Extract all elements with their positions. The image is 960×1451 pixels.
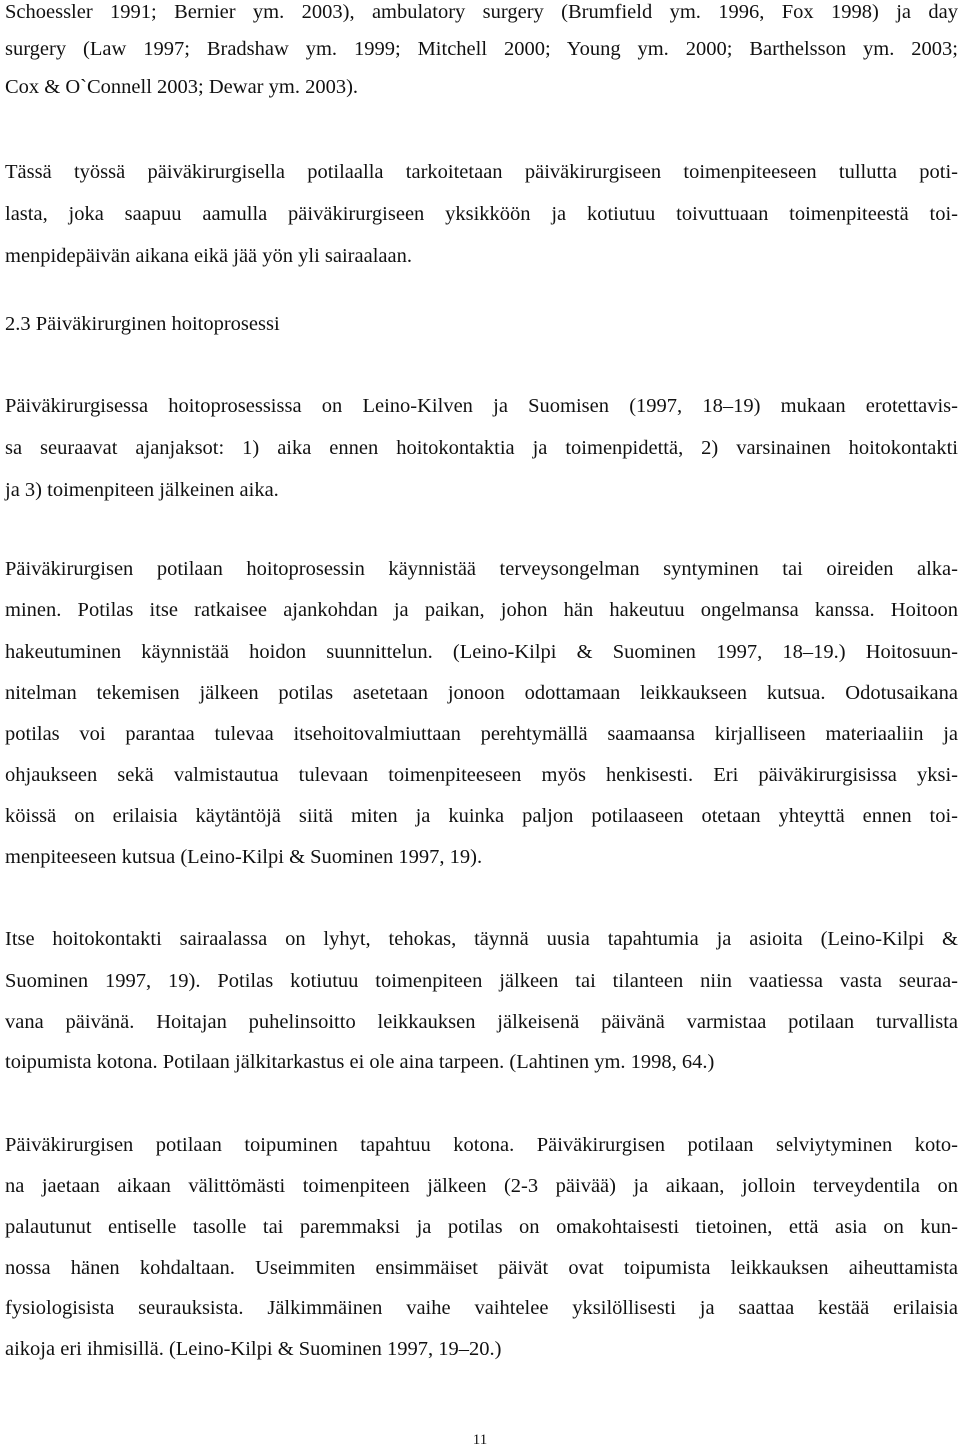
paragraph-line: hakeutuminen käynnistää hoidon suunnittelun. (Leino-Kilpi & Suominen 1997, 18–19.) Hoitosuun- [5,641,958,663]
paragraph-line: vana päivänä. Hoitajan puhelinsoitto leikkauksen jälkeisenä päivänä varmistaa potilaan turvallista [5,1011,958,1033]
paragraph-line: Suominen 1997, 19). Potilas kotiutuu toimenpiteen jälkeen tai tilanteen niin vaatiessa vasta seuraa- [5,970,958,992]
paragraph-line: Schoessler 1991; Bernier ym. 2003), ambulatory surgery (Brumfield ym. 1996, Fox 1998) ja day [5,1,958,23]
paragraph-line: nitelman tekemisen jälkeen potilas asetetaan jonoon odottamaan leikkaukseen kutsua. Odotusaikana [5,682,958,704]
paragraph-line: Cox & O`Connell 2003; Dewar ym. 2003). [5,76,359,98]
paragraph-line: potilas voi parantaa tulevaa itsehoitovalmiuttaan perehtymällä saamaansa kirjalliseen materiaaliin ja [5,723,958,745]
section-heading: 2.3 Päiväkirurginen hoitoprosessi [5,313,280,335]
paragraph-line: na jaetaan aikaan välittömästi toimenpiteen jälkeen (2-3 päivää) ja aikaan, jolloin terveydentila on [5,1175,958,1197]
paragraph-line: surgery (Law 1997; Bradshaw ym. 1999; Mitchell 2000; Young ym. 2000; Barthelsson ym. 2003; [5,38,958,60]
paragraph-line: Itse hoitokontakti sairaalassa on lyhyt, tehokas, täynnä uusia tapahtumia ja asioita (Leino-Kilpi & [5,928,958,950]
paragraph-line: nossa hänen kohdaltaan. Useimmiten ensimmäiset päivät ovat toipumista leikkauksen aiheuttamista [5,1257,958,1279]
paragraph-line: köissä on erilaisia käytäntöjä siitä miten ja kuinka paljon potilaaseen otetaan yhteyttä ennen toi- [5,805,958,827]
page-number: 11 [472,1432,488,1448]
paragraph-line: Päiväkirurgisen potilaan toipuminen tapahtuu kotona. Päiväkirurgisen potilaan selviytyminen koto- [5,1134,958,1156]
paragraph-line: palautunut entiselle tasolle tai paremmaksi ja potilas on omakohtaisesti tietoinen, että asia on kun- [5,1216,958,1238]
paragraph-line: lasta, joka saapuu aamulla päiväkirurgiseen yksikköön ja kotiutuu toivuttuaan toimenpiteestä toi- [5,203,958,225]
paragraph-line: aikoja eri ihmisillä. (Leino-Kilpi & Suominen 1997, 19–20.) [5,1338,502,1360]
paragraph-line: fysiologisista seurauksista. Jälkimmäinen vaihe vaihtelee yksilöllisesti ja saattaa kestää erilaisia [5,1297,958,1319]
paragraph-line: minen. Potilas itse ratkaisee ajankohdan ja paikan, johon hän hakeutuu ongelmansa kanssa. Hoitoon [5,599,958,621]
paragraph-line: Päiväkirurgisen potilaan hoitoprosessin käynnistää terveysongelman syntyminen tai oireiden alka- [5,558,958,580]
paragraph-line: Tässä työssä päiväkirurgisella potilaalla tarkoitetaan päiväkirurgiseen toimenpiteeseen tullutta poti- [5,161,958,183]
paragraph-line: menpidepäivän aikana eikä jää yön yli sairaalaan. [5,245,412,267]
paragraph-line: Päiväkirurgisessa hoitoprosessissa on Leino-Kilven ja Suomisen (1997, 18–19) mukaan erotettavis- [5,395,958,417]
paragraph-line: sa seuraavat ajanjaksot: 1) aika ennen hoitokontaktia ja toimenpidettä, 2) varsinainen hoitokontakti [5,437,958,459]
paragraph-line: menpiteeseen kutsua (Leino-Kilpi & Suominen 1997, 19). [5,846,483,868]
paragraph-line: toipumista kotona. Potilaan jälkitarkastus ei ole aina tarpeen. (Lahtinen ym. 1998, 64.) [5,1051,715,1073]
paragraph-line: ja 3) toimenpiteen jälkeinen aika. [5,479,279,501]
paragraph-line: ohjaukseen sekä valmistautua tulevaan toimenpiteeseen myös henkisesti. Eri päiväkirurgisissa yksi- [5,764,958,786]
